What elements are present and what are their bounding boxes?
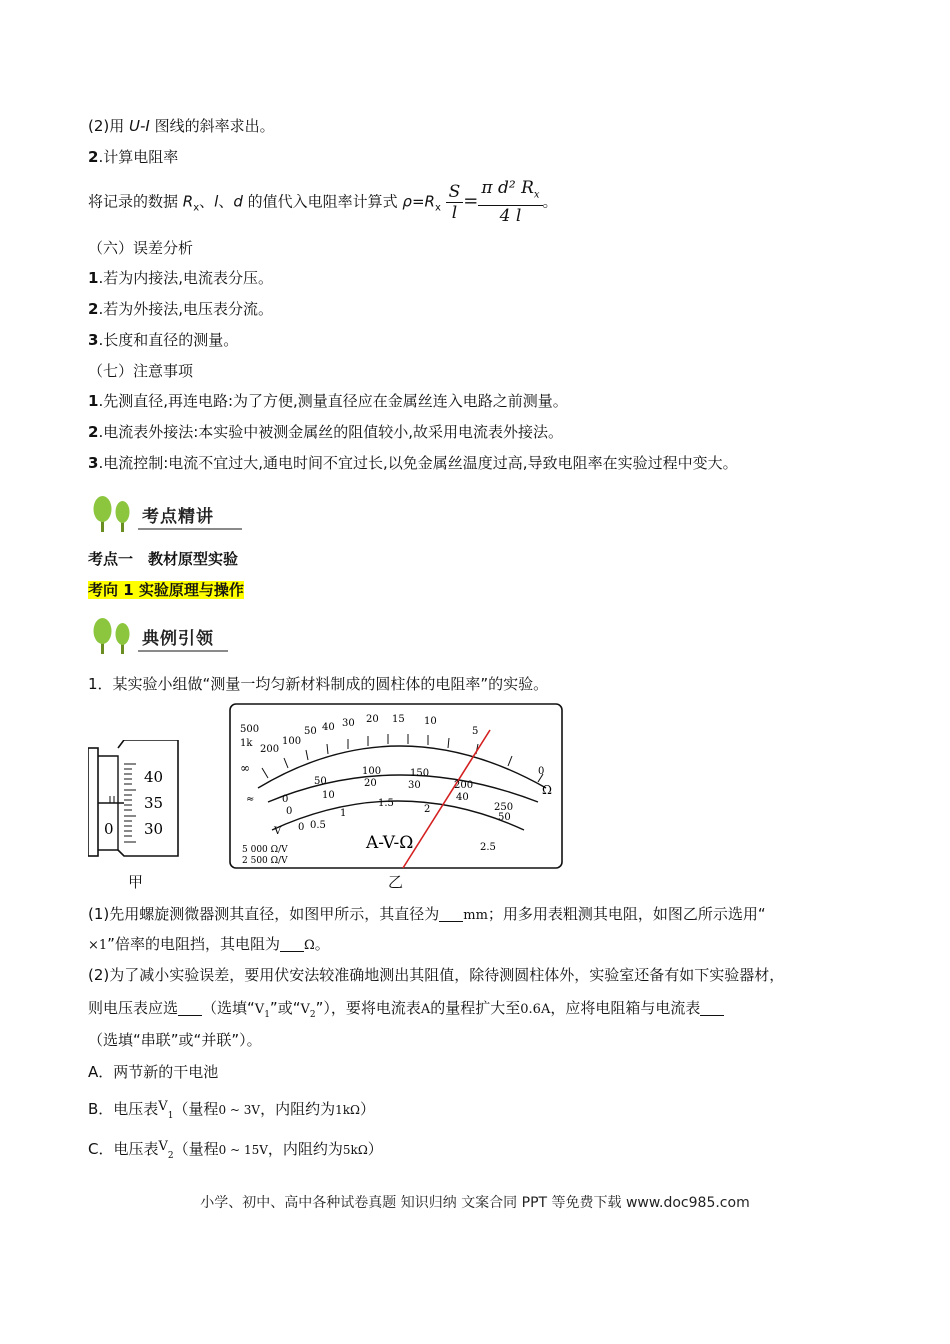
answer-blank-resistance[interactable] (280, 935, 304, 952)
error-item-2: 2.若为外接法,电压表分流。 (88, 300, 273, 318)
banner-underline (138, 650, 228, 652)
section-error-analysis: （六）误差分析 (88, 239, 194, 257)
dc-label-150: 150 (410, 768, 430, 779)
ohm-label-10: 10 (424, 716, 437, 727)
ohm-label-100: 100 (282, 736, 302, 747)
question-part2-line3: （选填“串联”或“并联”）。 (88, 1031, 262, 1049)
note-item-2: 2.电流表外接法:本实验中被测金属丝的阻值较小,故采用电流表外接法。 (88, 423, 564, 441)
banner-title: 典例引领 (142, 629, 214, 649)
infinity-symbol: ∞ (240, 761, 250, 775)
approx-symbol: ≈ (246, 794, 255, 805)
dc-label-200: 200 (454, 780, 474, 791)
answer-blank-connection[interactable] (700, 999, 724, 1016)
ohm-symbol: Ω (542, 783, 552, 797)
question-part1-line1: (1)先用螺旋测微器测其直径，如图甲所示，其直径为 mm；用多用表粗测其电阻，如图乙所示选用“ (88, 905, 766, 923)
dc-mid-label-50: 50 (498, 812, 511, 823)
answer-blank-diameter[interactable] (439, 905, 463, 922)
error-item-1: 1.若为内接法,电流表分压。 (88, 269, 273, 287)
v-label-1-5: 1.5 (378, 798, 394, 809)
ohm-label-40: 40 (322, 722, 335, 733)
note-item-1: 1.先测直径,再连电路:为了方便,测量直径应在金属丝连入电路之前测量。 (88, 392, 568, 410)
text-line-ui-slope: (2)用 U-I 图线的斜率求出。 (88, 117, 275, 135)
micrometer-label-40: 40 (144, 768, 164, 786)
multimeter-dial-figure (228, 702, 566, 870)
micrometer-label-30: 30 (144, 820, 164, 838)
fraction-s-over-l: $\frac{S}{l}$ (446, 182, 464, 223)
dc-mid-label-40: 40 (456, 792, 469, 803)
meter-label: A-V-Ω (366, 833, 414, 853)
ohm-label-500: 500 (240, 724, 260, 735)
micrometer-figure (88, 740, 188, 860)
v-label-0-5: 0.5 (310, 820, 326, 831)
ohm-label-0: 0 (538, 766, 545, 777)
option-c: C．电压表$V_2$（量程0 ~ 15V，内阻约为5kΩ） (88, 1139, 383, 1161)
ohm-label-1k: 1k (240, 738, 253, 749)
dc-label-250: 250 (494, 802, 514, 813)
ohm-label-30: 30 (342, 718, 355, 729)
question-part2-line2: 则电压表应选 （选填“$V_1$”或“$V_2$”），要将电流表A的量程扩大至0.6A，应将电阻箱与电流表 (88, 998, 724, 1025)
note-item-3: 3.电流控制:电流不宜过大,通电时间不宜过长,以免金属丝温度过高,导致电阻率在实验过程中变大。 (88, 454, 738, 472)
kaodian-heading: 考点一 教材原型实验 (88, 550, 239, 568)
micrometer-label-0: 0 (104, 820, 114, 838)
dc-mid-label-20: 20 (364, 778, 377, 789)
question-stem: 1．某实验小组做“测量一均匀新材料制成的圆柱体的电阻率”的实验。 (88, 675, 549, 693)
kaoxiang-heading: 考向 1 实验原理与操作 (88, 581, 244, 599)
meter-spec-2: 2 500 Ω/V (242, 856, 288, 866)
page-footer: 小学、初中、高中各种试卷真题 知识归纳 文案合同 PPT 等免费下载 www.doc985.com (200, 1195, 750, 1211)
banner-kaodian-jingjiang (88, 492, 258, 536)
ohm-label-200: 200 (260, 744, 280, 755)
tree-icon (88, 492, 140, 536)
banner-dianli-yinling (88, 614, 258, 658)
option-b: B．电压表$V_1$（量程0 ~ 3V，内阻约为1kΩ） (88, 1099, 375, 1121)
ohm-label-15: 15 (392, 714, 405, 725)
figure-caption-yi: 乙 (388, 873, 404, 891)
dc-mid-label-30: 30 (408, 780, 421, 791)
answer-blank-voltmeter[interactable] (178, 999, 202, 1016)
banner-title: 考点精讲 (142, 507, 214, 527)
formula-line: 将记录的数据 $R_x$、l、d 的值代入电阻率计算式 $\rho=R_x$ $\frac{S}{l}$ = $\frac{\pi d^2 R_x}{4 l}$ 。 (88, 178, 558, 227)
meter-spec-1: 5 000 Ω/V (242, 845, 288, 855)
dc-mid-label-0: 0 (286, 806, 293, 817)
question-part2-line1: (2)为了减小实验误差，要用伏安法较准确地测出其阻值，除待测圆柱体外，实验室还备有如下实验器材， (88, 966, 785, 984)
error-item-3: 3.长度和直径的测量。 (88, 331, 239, 349)
dc-label-0: 0 (282, 794, 289, 805)
v-label-0: 0 (298, 822, 305, 833)
fraction-pi-d2-rx-over-4l: $\frac{\pi d^2 R_x}{4 l}$ (478, 178, 542, 226)
ohm-label-50: 50 (304, 726, 317, 737)
v-symbol: V (274, 826, 282, 837)
section-notes: （七）注意事项 (88, 362, 194, 380)
v-label-1: 1 (340, 808, 347, 819)
tree-icon (88, 614, 140, 658)
v-label-2-5: 2.5 (480, 842, 496, 853)
option-a: A．两节新的干电池 (88, 1063, 219, 1081)
figure-caption-jia: 甲 (128, 873, 144, 891)
text-line-calc-rho: 2.计算电阻率 (88, 148, 179, 166)
ohm-label-20: 20 (366, 714, 379, 725)
banner-underline (138, 528, 242, 530)
dc-label-100: 100 (362, 766, 382, 777)
question-part1-line2: ×1”倍率的电阻挡，其电阻为 Ω。 (88, 935, 330, 953)
v-label-2: 2 (424, 804, 431, 815)
ohm-label-5: 5 (472, 726, 479, 737)
dc-mid-label-10: 10 (322, 790, 335, 801)
micrometer-label-35: 35 (144, 794, 164, 812)
dc-label-50: 50 (314, 776, 327, 787)
